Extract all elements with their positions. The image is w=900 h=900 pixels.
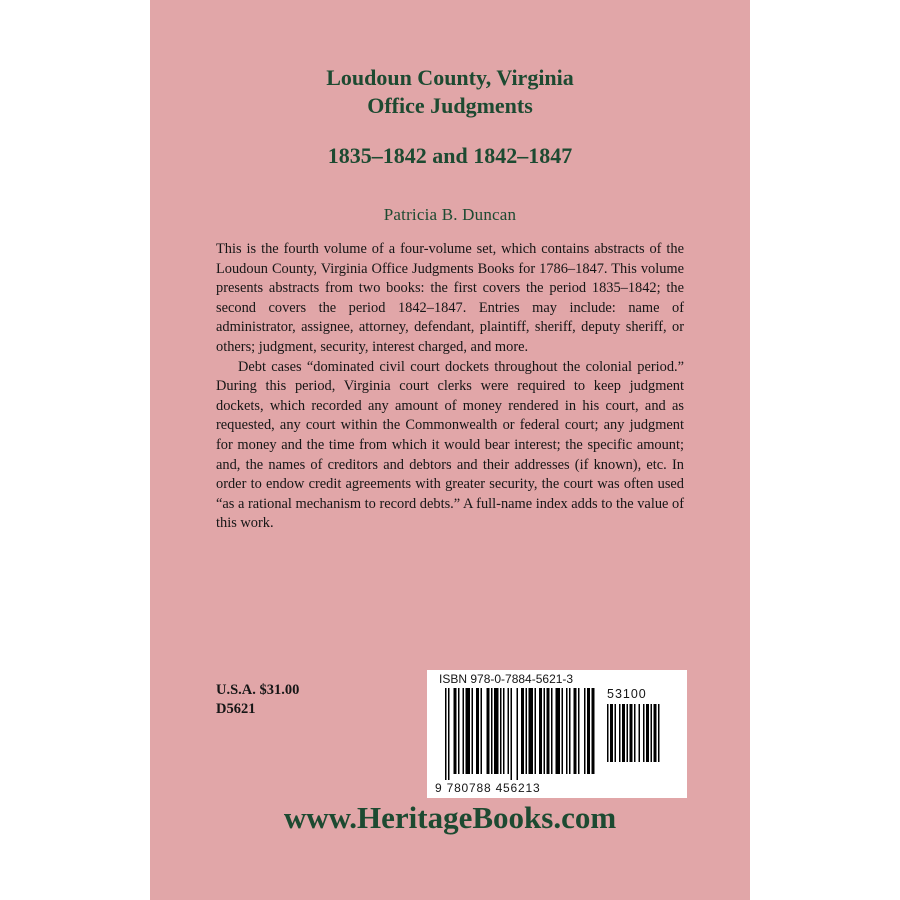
barcode-bar [466,688,471,774]
barcode-bar [458,688,460,774]
barcode-bar [500,688,502,774]
barcode-bar [517,688,519,780]
barcode-bar [651,704,653,762]
barcode-bar [547,688,550,774]
barcode-bar [562,688,564,774]
barcode-bar [646,704,649,762]
barcode-bar [587,688,590,774]
barcode-bar [574,688,577,774]
barcode-bar [619,704,621,762]
item-code: D5621 [216,701,256,717]
barcode-bar [607,704,609,762]
publisher-website: www.HeritageBooks.com [283,800,617,835]
barcode-bar [472,688,474,774]
barcode-bar [615,704,617,762]
barcode-bar [487,688,490,774]
barcode-bar [627,704,629,762]
barcode-bar [454,688,457,774]
ean-digits: 9 780788 456213 [435,781,541,795]
barcode-bar [630,704,633,762]
barcode-bar [639,704,641,762]
barcode-bar [529,688,534,774]
barcode-bar [551,688,553,774]
barcode-bar [481,688,483,774]
barcode-bar [463,688,465,774]
barcode-bar [556,688,561,774]
book-years: 1835–1842 and 1842–1847 [327,143,573,168]
barcode-bar [643,704,645,762]
barcode-bar [654,704,657,762]
book-back-cover [150,0,750,900]
barcode-bar [584,688,586,774]
title-line-1: Loudoun County, Virginia [326,65,574,90]
barcode-bar [569,688,571,774]
barcode-bar [448,688,450,780]
barcode-bar [508,688,510,774]
barcode-bar [494,688,499,774]
barcode-bar [535,688,537,774]
price-barcode [607,704,667,765]
price: U.S.A. $31.00 [216,682,300,698]
author-name: Patricia B. Duncan [383,205,517,224]
barcode-bar [634,704,636,762]
description [216,240,684,534]
barcode-bar [445,688,447,780]
barcode-bar [566,688,568,774]
barcode-box [427,670,687,798]
ean-barcode [445,688,595,783]
barcode-bar [592,688,595,774]
barcode-bar [521,688,524,774]
description-paragraph-2: Debt cases “dominated civil court dockets throughout the colonial period.” During this period, Virginia court clerks were required to keep judgment dockets, which recorded any amount of money rendered in his court, and as requested, any court within the Commonwealth or federal court; any judgment for money and the time from which it would bear interest; the specific amount; and, the names of creditors and debtors and their addresses (if known), etc. In order to endow credit agreements with greater security, the court was often used “as a rational mechanism to record debts.” A full-name index adds to the value of this work. [216,358,684,532]
barcode-bar [503,688,505,774]
barcode-bar [476,688,479,774]
barcode-bar [511,688,513,780]
barcode-bar [544,688,546,774]
barcode-bar [539,688,542,774]
isbn-label: ISBN 978-0-7884-5621-3 [439,672,574,686]
barcode-bar [622,704,625,762]
price-block [216,681,299,719]
barcode-bar [610,704,613,762]
barcode-bar [526,688,528,774]
barcode-bar [578,688,580,774]
description-paragraph-1: This is the fourth volume of a four-volume set, which contains abstracts of the Loudoun County, Virginia Office Judgments Books for 1786–1847. This volume presents abstracts from two books: the first covers the period 1835–1842; the second covers the period 1842–1847. Entries may include: name of administrator, assignee, attorney, defendant, plaintiff, sheriff, deputy sheriff, or others; judgment, security, interest charged, and more. [216,241,684,355]
barcode-bar [491,688,493,774]
title-line-2: Office Judgments [367,93,533,118]
price-code: 53100 [607,687,647,701]
book-title [150,64,750,120]
barcode-bar [658,704,660,762]
